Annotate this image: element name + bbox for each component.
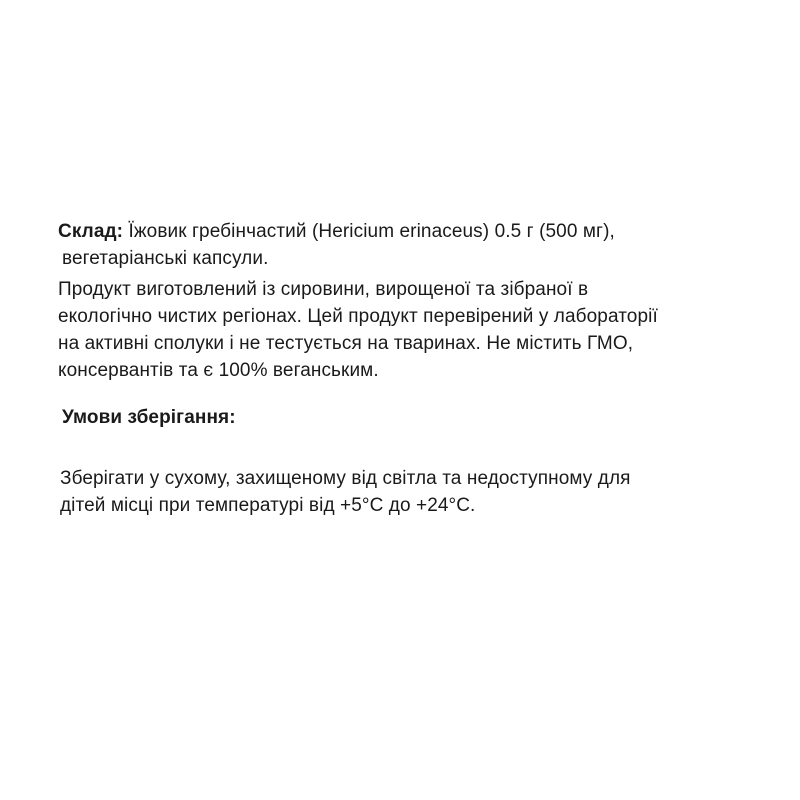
composition-line-1	[58, 218, 758, 245]
product-info-line-3: на активні сполуки і не тестується на тваринах. Не містить ГМО,	[58, 333, 634, 354]
storage-section-heading	[62, 404, 762, 431]
product-info-line-1: Продукт виготовлений із сировини, вирощеної та зібраної в	[58, 279, 589, 300]
composition-ingredients: Їжовик гребінчастий (Hericium erinaceus) 0.5 г (500 мг),	[123, 221, 615, 242]
storage-line-2: дітей місці при температурі від +5°C до +24°C.	[60, 495, 476, 516]
product-info-line-4: консервантів та є 100% веганським.	[58, 360, 379, 381]
product-info-line-2: екологічно чистих регіонах. Цей продукт перевірений у лабораторії	[58, 306, 658, 327]
product-info-section	[58, 276, 758, 384]
storage-conditions-text	[60, 465, 760, 519]
composition-line-2: вегетаріанські капсули.	[62, 248, 269, 269]
composition-label: Склад:	[58, 221, 124, 242]
storage-line-1: Зберігати у сухому, захищеному від світла та недоступному для	[60, 468, 631, 489]
storage-heading: Умови зберігання:	[62, 407, 236, 428]
composition-section	[58, 218, 758, 272]
